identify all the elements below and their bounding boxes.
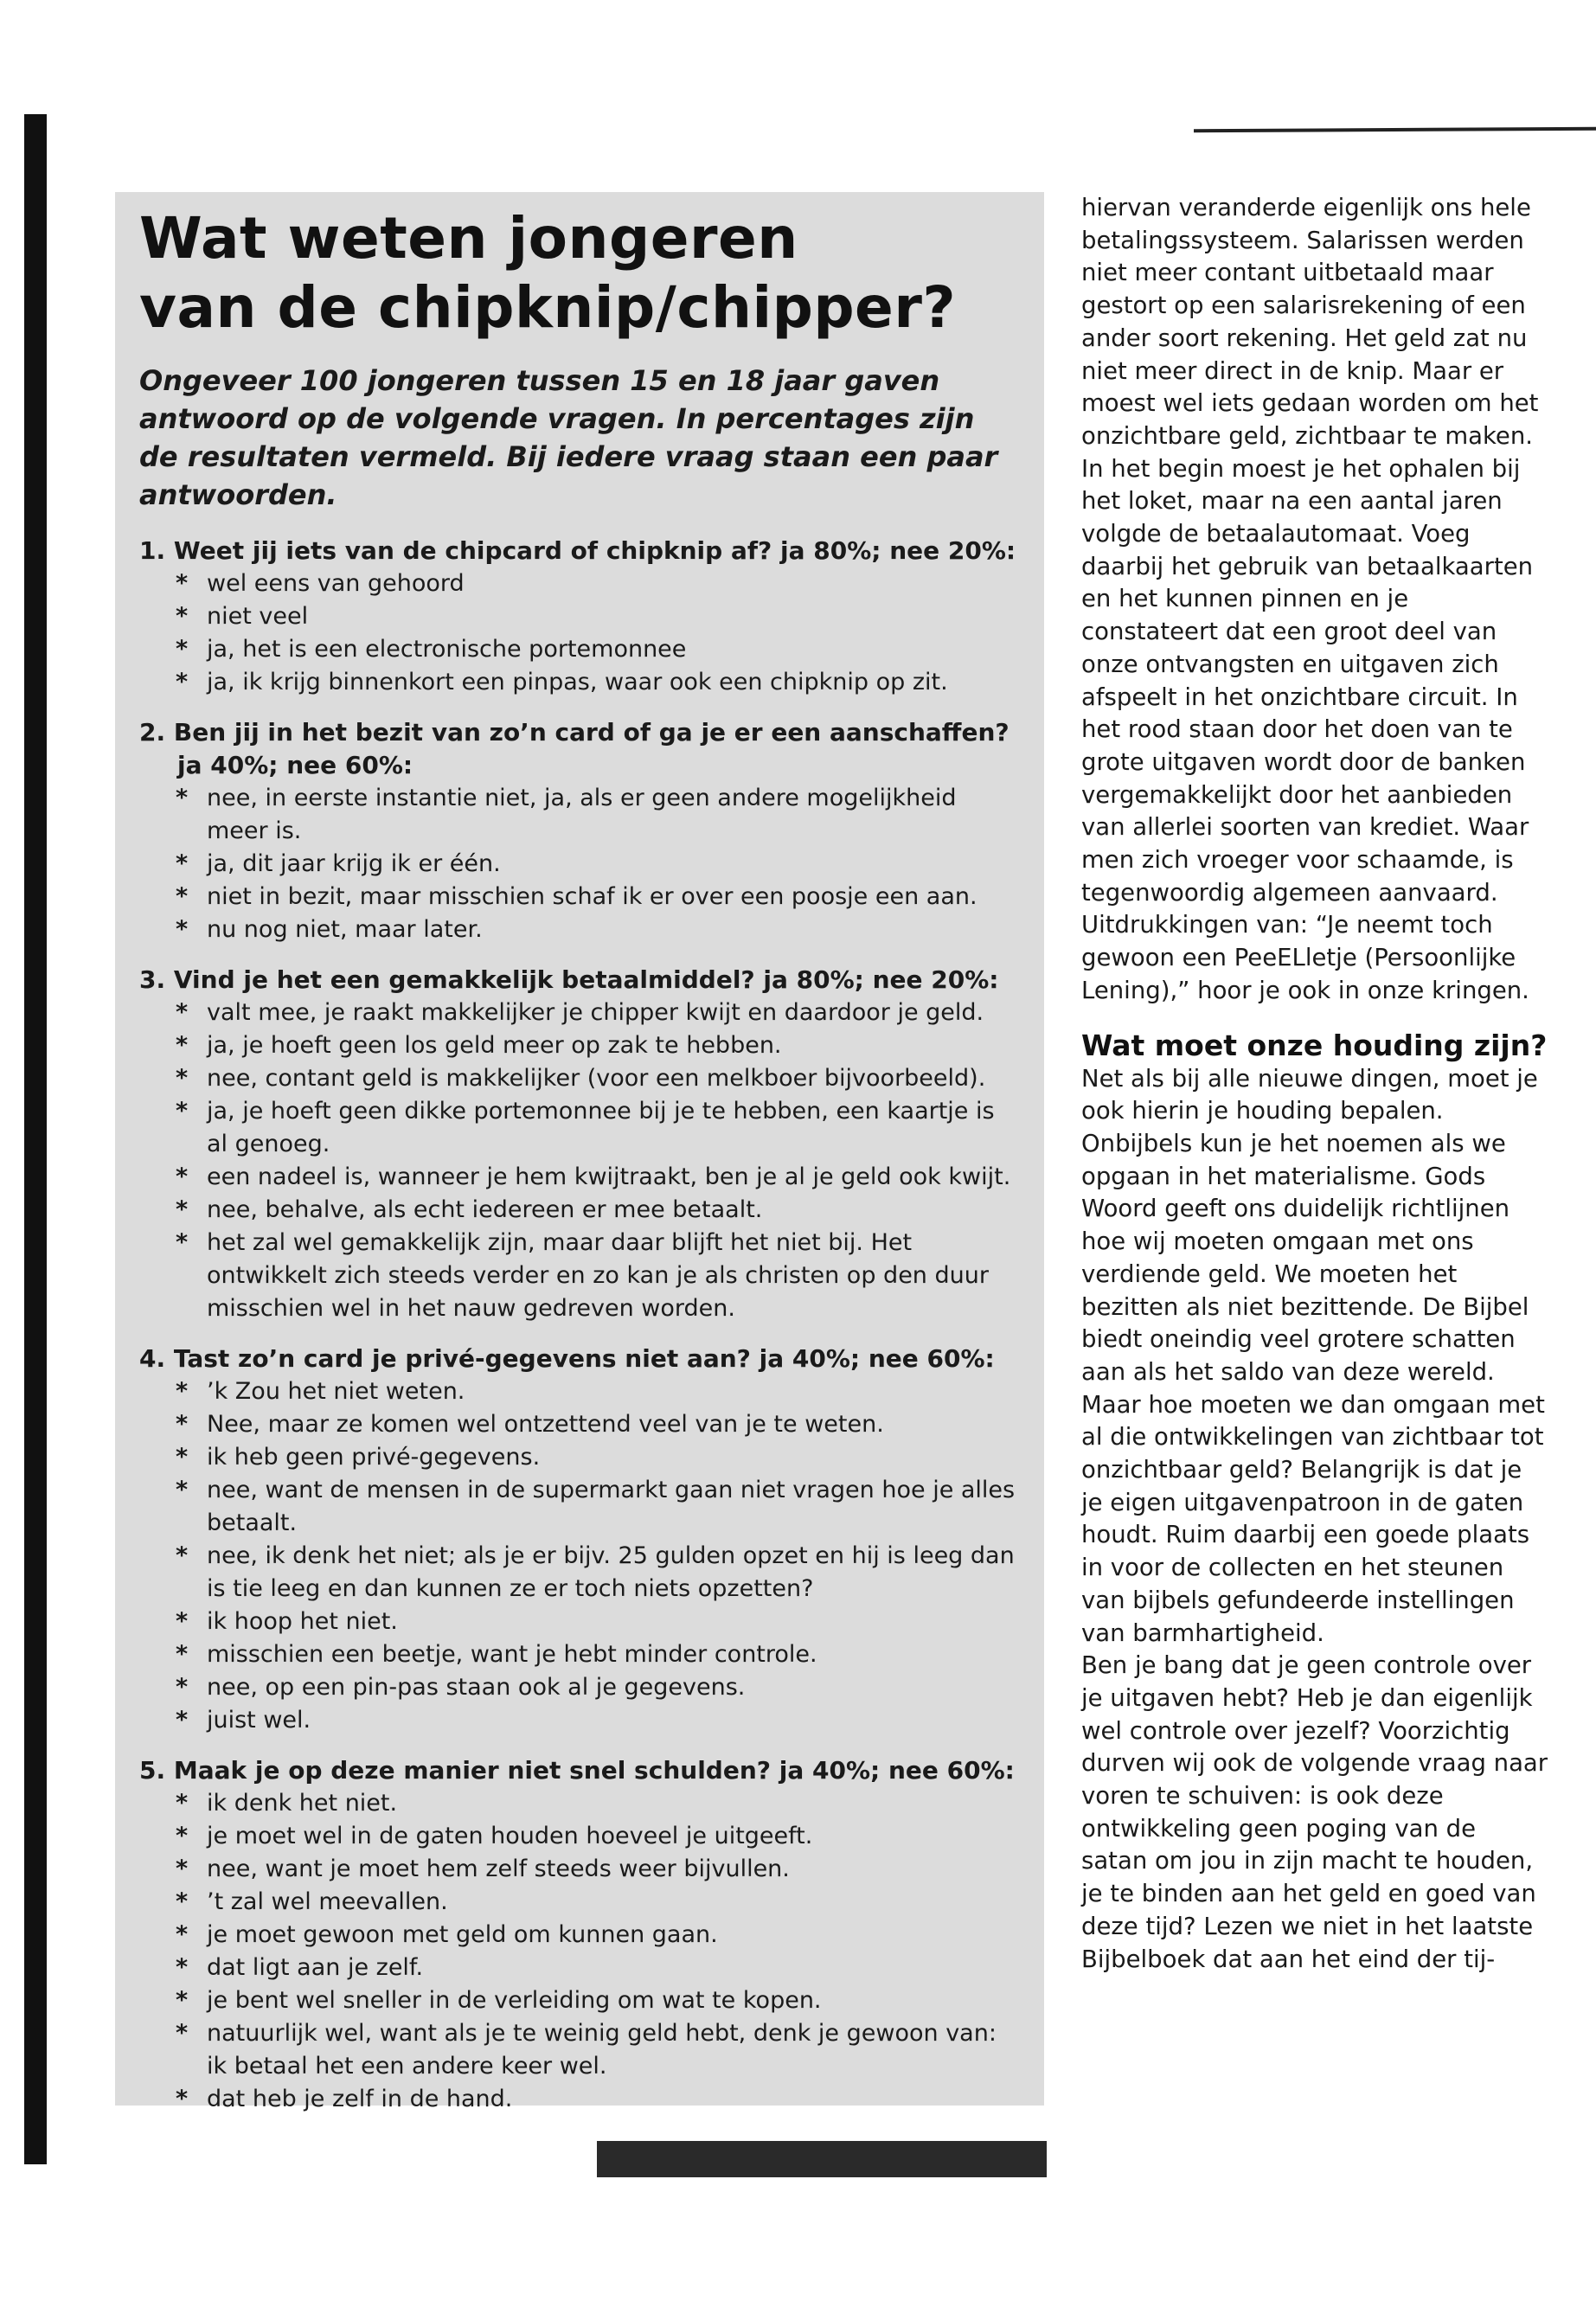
- answer-list: [139, 782, 1020, 946]
- page-edge-bar: [24, 114, 47, 2164]
- question-block: [139, 535, 1020, 699]
- answer-item: * niet veel: [207, 600, 1020, 633]
- answer-item: * nee, ik denk het niet; als je er bijv. 25 gulden opzet en hij is leeg dan is tie leeg en dan kunnen ze er toch niets opzetten?: [207, 1540, 1020, 1606]
- question-text: 2. Ben jij in het bezit van zo’n card of ga je er een aanschaffen? ja 40%; nee 60%:: [139, 718, 1010, 779]
- answer-item: * nee, want je moet hem zelf steeds weer bijvullen.: [207, 1853, 1020, 1886]
- title-line-1: Wat weten jongeren: [139, 205, 798, 272]
- answer-item: * nee, in eerste instantie niet, ja, als er geen andere mogelijkheid meer is.: [207, 782, 1020, 848]
- question-block: [139, 716, 1020, 946]
- answer-item: * ja, dit jaar krijg ik er één.: [207, 848, 1020, 881]
- answer-item: * je bent wel sneller in de verleiding om wat te kopen.: [207, 1984, 1020, 2017]
- bottom-bar: [597, 2141, 1047, 2177]
- answer-item: * dat heb je zelf in de hand.: [207, 2083, 1020, 2116]
- answer-item: * wel eens van gehoord: [207, 567, 1020, 600]
- answer-item: * je moet wel in de gaten houden hoeveel je uitgeeft.: [207, 1820, 1020, 1853]
- question-block: [139, 1754, 1020, 2116]
- answer-item: * misschien een beetje, want je hebt minder controle.: [207, 1638, 1020, 1671]
- answer-item: * je moet gewoon met geld om kunnen gaan.: [207, 1919, 1020, 1952]
- answer-item: * een nadeel is, wanneer je hem kwijtraakt, ben je al je geld ook kwijt.: [207, 1161, 1020, 1194]
- title-line-2: van de chipknip/chipper?: [139, 274, 957, 341]
- answer-item: * nee, want de mensen in de supermarkt gaan niet vragen hoe je alles betaalt.: [207, 1474, 1020, 1540]
- question-list: [139, 535, 1020, 2116]
- question-text: 5. Maak je op deze manier niet snel schulden? ja 40%; nee 60%:: [139, 1756, 1015, 1785]
- answer-item: * ’k Zou het niet weten.: [207, 1375, 1020, 1408]
- answer-item: * ja, je hoeft geen dikke portemonnee bij je te hebben, een kaartje is al genoeg.: [207, 1095, 1020, 1161]
- answer-list: [139, 1787, 1020, 2116]
- answer-item: * Nee, maar ze komen wel ontzettend veel van je te weten.: [207, 1408, 1020, 1441]
- answer-item: * ik heb geen privé-gegevens.: [207, 1441, 1020, 1474]
- answer-item: * dat ligt aan je zelf.: [207, 1952, 1020, 1984]
- right-column: [1081, 192, 1548, 1976]
- answer-item: * nee, contant geld is makkelijker (voor een melkboer bijvoorbeeld).: [207, 1062, 1020, 1095]
- article-title: [139, 204, 1020, 343]
- subheading: Wat moet onze houding zijn?: [1081, 1028, 1548, 1062]
- answer-item: * het zal wel gemakkelijk zijn, maar daar blijft het niet bij. Het ontwikkelt zich steeds verder en zo kan je als christen op den duur misschien wel in het nauw gedreven worden.: [207, 1227, 1020, 1325]
- question-block: [139, 964, 1020, 1325]
- question-text: 4. Tast zo’n card je privé-gegevens niet aan? ja 40%; nee 60%:: [139, 1344, 995, 1373]
- survey-panel: [115, 192, 1044, 2112]
- answer-item: * nee, op een pin-pas staan ook al je gegevens.: [207, 1671, 1020, 1704]
- answer-item: * niet in bezit, maar misschien schaf ik er over een poosje een aan.: [207, 881, 1020, 913]
- body-paragraph-1: hiervan veranderde eigenlijk ons hele betalingssysteem. Salarissen werden niet meer contant uitbetaald maar gestort op een salarisrekening of een ander soort rekening. Het geld zat nu niet meer direct in de knip. Maar er moest wel iets gedaan worden om het onzichtbare geld, zichtbaar te maken. In het begin moest je het ophalen bij het loket, maar na een aantal jaren volgde de betaalautomaat. Voeg daarbij het gebruik van betaalkaarten en het kunnen pinnen en je constateert dat een groot deel van onze ontvangsten en uitgaven zich afspeelt in het onzichtbare circuit. In het rood staan door het doen van te grote uitgaven wordt door de banken vergemakkelijkt door het aanbieden van allerlei soorten van krediet. Waar men zich vroeger voor schaamde, is tegenwoordig algemeen aanvaard. Uitdrukkingen van: “Je neemt toch gewoon een PeeELletje (Persoonlijke Lening),” hoor je ook in onze kringen.: [1081, 194, 1539, 1004]
- answer-list: [139, 1375, 1020, 1737]
- answer-item: * ik hoop het niet.: [207, 1606, 1020, 1638]
- question-block: [139, 1343, 1020, 1737]
- answer-item: * nu nog niet, maar later.: [207, 913, 1020, 946]
- answer-item: * ’t zal wel meevallen.: [207, 1886, 1020, 1919]
- answer-item: * natuurlijk wel, want als je te weinig geld hebt, denk je gewoon van: ik betaal het een andere keer wel.: [207, 2017, 1020, 2083]
- intro-text: Ongeveer 100 jongeren tussen 15 en 18 jaar gaven antwoord op de volgende vragen. In percentages zijn de resultaten vermeld. Bij iedere vraag staan een paar antwoorden.: [139, 364, 998, 511]
- answer-item: * nee, behalve, als echt iedereen er mee betaalt.: [207, 1194, 1020, 1227]
- body-paragraph-3: Ben je bang dat je geen controle over je uitgaven hebt? Heb je dan eigenlijk wel controle over jezelf? Voorzichtig durven wij ook de volgende vraag naar voren te schuiven: is ook deze ontwikkeling geen poging van de satan om jou in zijn macht te houden, je te binden aan het geld en goed van deze tijd? Lezen we niet in het laatste Bijbelboek dat aan het eind der tij-: [1081, 1651, 1548, 1973]
- answer-item: * valt mee, je raakt makkelijker je chipper kwijt en daardoor je geld.: [207, 997, 1020, 1029]
- answer-item: * ja, je hoeft geen los geld meer op zak te hebben.: [207, 1029, 1020, 1062]
- answer-item: * ja, ik krijg binnenkort een pinpas, waar ook een chipknip op zit.: [207, 666, 1020, 699]
- question-text: 1. Weet jij iets van de chipcard of chipknip af? ja 80%; nee 20%:: [139, 536, 1016, 565]
- answer-list: [139, 567, 1020, 699]
- answer-item: * ja, het is een electronische portemonnee: [207, 633, 1020, 666]
- answer-list: [139, 997, 1020, 1325]
- body-paragraph-2: Net als bij alle nieuwe dingen, moet je ook hierin je houding bepalen. Onbijbels kun je het noemen als we opgaan in het materialisme. Gods Woord geeft ons duidelijk richtlijnen hoe wij moeten omgaan met ons verdiende geld. We moeten het bezitten als niet bezittende. De Bijbel biedt oneindig veel grotere schatten aan als het saldo van deze wereld. Maar hoe moeten we dan omgaan met al die ontwikkelingen van zichtbaar tot onzichtbaar geld? Belangrijk is dat je je eigen uitgavenpatroon in de gaten houdt. Ruim daarbij een goede plaats in voor de collecten en het steunen van bijbels gefundeerde instellingen van barmhartigheid.: [1081, 1064, 1545, 1647]
- top-rule: [1194, 127, 1596, 132]
- answer-item: * ik denk het niet.: [207, 1787, 1020, 1820]
- question-text: 3. Vind je het een gemakkelijk betaalmiddel? ja 80%; nee 20%:: [139, 965, 999, 994]
- answer-item: * juist wel.: [207, 1704, 1020, 1737]
